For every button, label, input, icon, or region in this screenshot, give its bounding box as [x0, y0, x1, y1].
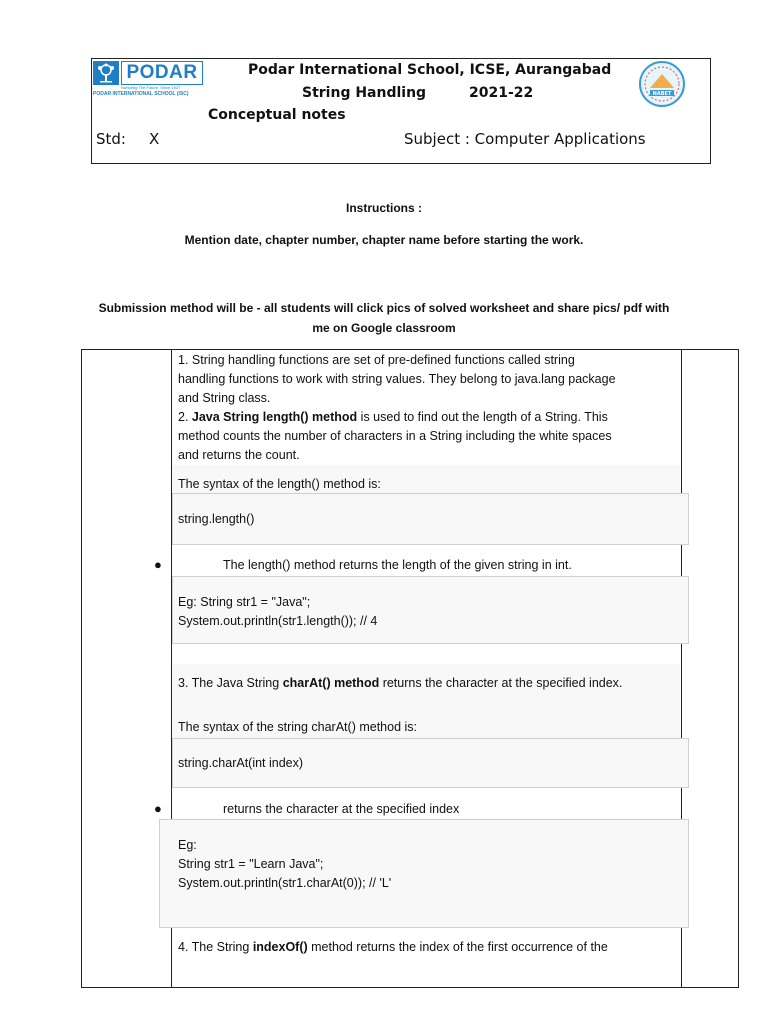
- svg-text:NABET: NABET: [652, 91, 672, 97]
- nabet-seal-icon: [636, 60, 688, 110]
- logo-subtitle: PODAR INTERNATIONAL SCHOOL (ISC): [93, 91, 189, 97]
- instructions-title: Instructions :: [345, 201, 422, 215]
- submission-line-2: me on Google classroom: [312, 321, 456, 335]
- subject-label: Subject : Computer Applications: [404, 130, 646, 148]
- submission-text: [0, 298, 768, 338]
- paragraph-3: 3. The Java String charAt() method returns the character at the specified index.: [178, 676, 623, 690]
- charat-example: Eg: String str1 = "Learn Java"; System.out.println(str1.charAt(0)); // 'L': [178, 838, 392, 890]
- submission-line-1: Submission method will be - all students will click pics of solved worksheet and share pics/ pdf with: [98, 301, 670, 315]
- charat-bullet-text: returns the character at the specified index: [223, 802, 460, 816]
- tree-icon: [93, 61, 119, 85]
- std-value: X: [149, 130, 160, 148]
- logo-tagline: Nurturing The Future. Since 1927: [121, 85, 181, 90]
- document-title: String Handling: [302, 85, 427, 101]
- charat-syntax-intro: The syntax of the string charAt() method is:: [178, 720, 417, 734]
- bullet-icon: ●: [154, 557, 162, 572]
- academic-year: 2021-22: [469, 85, 534, 101]
- length-syntax-code: string.length(): [178, 512, 255, 526]
- length-syntax-intro: The syntax of the length() method is:: [178, 477, 381, 491]
- bullet-icon: ●: [154, 801, 162, 816]
- charat-syntax-code: string.charAt(int index): [178, 756, 304, 770]
- length-example: Eg: String str1 = "Java"; System.out.println(str1.length()); // 4: [178, 595, 378, 628]
- notes-label: Conceptual notes: [208, 107, 346, 123]
- instructions-text: Mention date, chapter number, chapter name before starting the work.: [184, 233, 584, 247]
- length-bullet-text: The length() method returns the length of the given string in int.: [223, 558, 572, 572]
- school-name: Podar International School, ICSE, Aurangabad: [248, 62, 612, 78]
- paragraph-2: 2. Java String length() method is used to find out the length of a String. This: [178, 410, 608, 424]
- logo-wordmark: PODAR: [121, 61, 203, 85]
- podar-logo: [93, 61, 205, 97]
- paragraph-4: 4. The String indexOf() method returns the index of the first occurrence of the: [178, 940, 608, 954]
- std-label: Std:: [96, 130, 126, 148]
- paragraph-1: 1. String handling functions are set of pre-defined functions called string handling functions to work with string values. They belong to java.lang package and String class. 2. Java String length() method is used to find out the length of a String. This method counts the number of characters in a String including the white spaces and returns the count.: [178, 353, 616, 462]
